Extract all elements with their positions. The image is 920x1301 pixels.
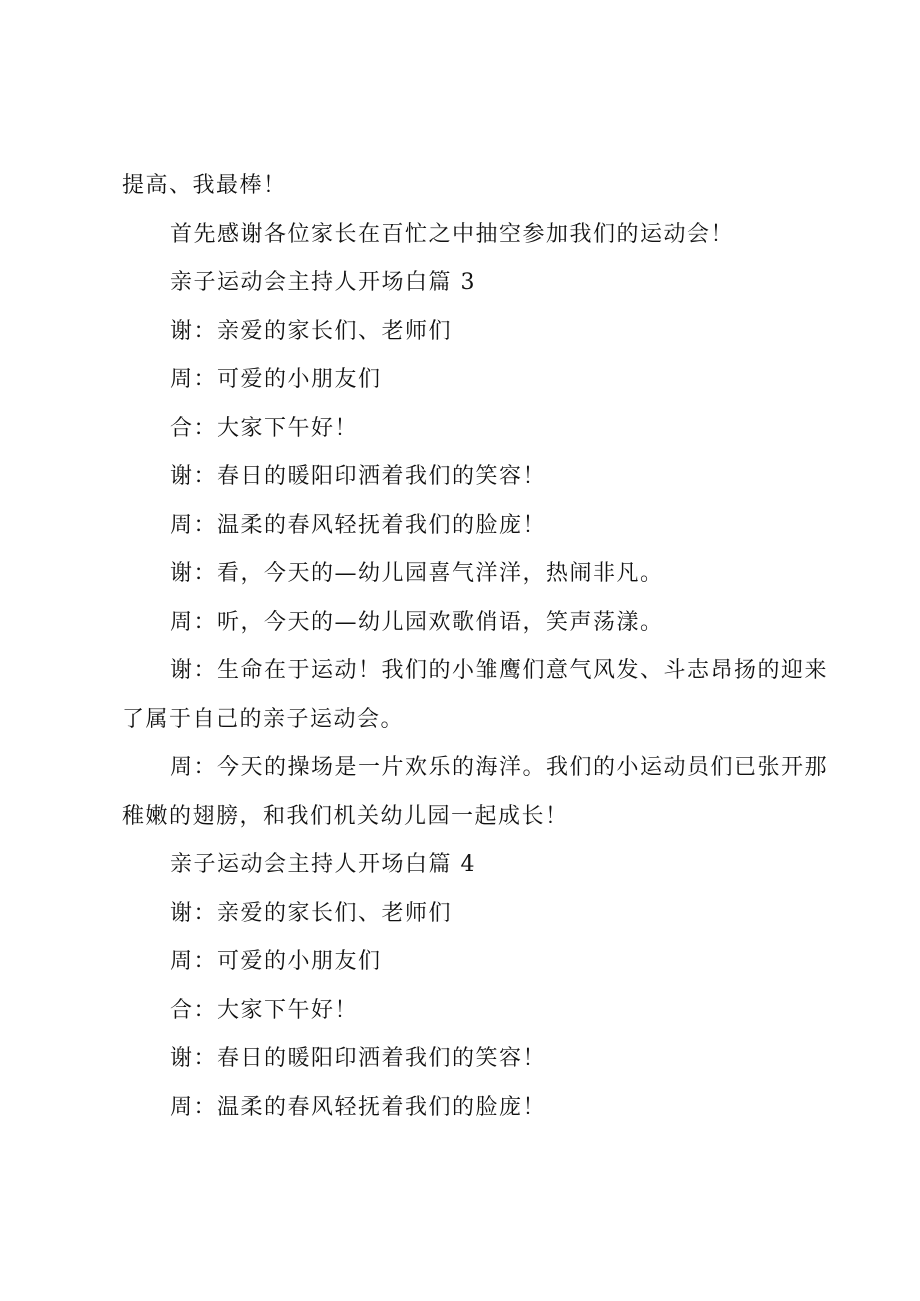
paragraph-line: 谢：春日的暖阳印洒着我们的笑容！ <box>170 1046 547 1071</box>
paragraph-line: 周：可爱的小朋友们 <box>170 367 382 392</box>
paragraph-line: 稚嫩的翅膀，和我们机关幼儿园一起成长！ <box>122 803 569 829</box>
paragraph-line: 了属于自己的亲子运动会。 <box>122 706 405 732</box>
paragraph-line: 合：大家下午好！ <box>170 415 359 441</box>
paragraph-line: 谢：看，今天的—幼儿园喜气洋洋，热闹非凡。 <box>170 561 664 586</box>
paragraph-line: 首先感谢各位家长在百忙之中抽空参加我们的运动会！ <box>170 221 735 247</box>
paragraph-line: 周：今天的操场是一片欢乐的海洋。我们的小运动员们已张开那 <box>170 755 829 780</box>
paragraph-line: 合：大家下午好！ <box>170 997 359 1023</box>
section-heading: 亲子运动会主持人开场白篇 3 <box>170 270 476 295</box>
paragraph-line: 谢：亲爱的家长们、老师们 <box>170 900 453 926</box>
paragraph-line: 周：可爱的小朋友们 <box>170 949 382 974</box>
paragraph-line: 周：温柔的春风轻抚着我们的脸庞！ <box>170 1094 547 1120</box>
paragraph-line: 谢：生命在于运动！我们的小雏鹰们意气风发、斗志昂扬的迎来 <box>170 658 829 683</box>
paragraph-line: 谢：春日的暖阳印洒着我们的笑容！ <box>170 464 547 489</box>
paragraph-line: 谢：亲爱的家长们、老师们 <box>170 318 453 344</box>
section-heading: 亲子运动会主持人开场白篇 4 <box>170 852 476 877</box>
paragraph-line: 周：听，今天的—幼儿园欢歌俏语，笑声荡漾。 <box>170 609 664 635</box>
paragraph-line: 提高、我最棒！ <box>122 173 287 198</box>
document-body <box>122 162 829 1132</box>
paragraph-line: 周：温柔的春风轻抚着我们的脸庞！ <box>170 512 547 538</box>
